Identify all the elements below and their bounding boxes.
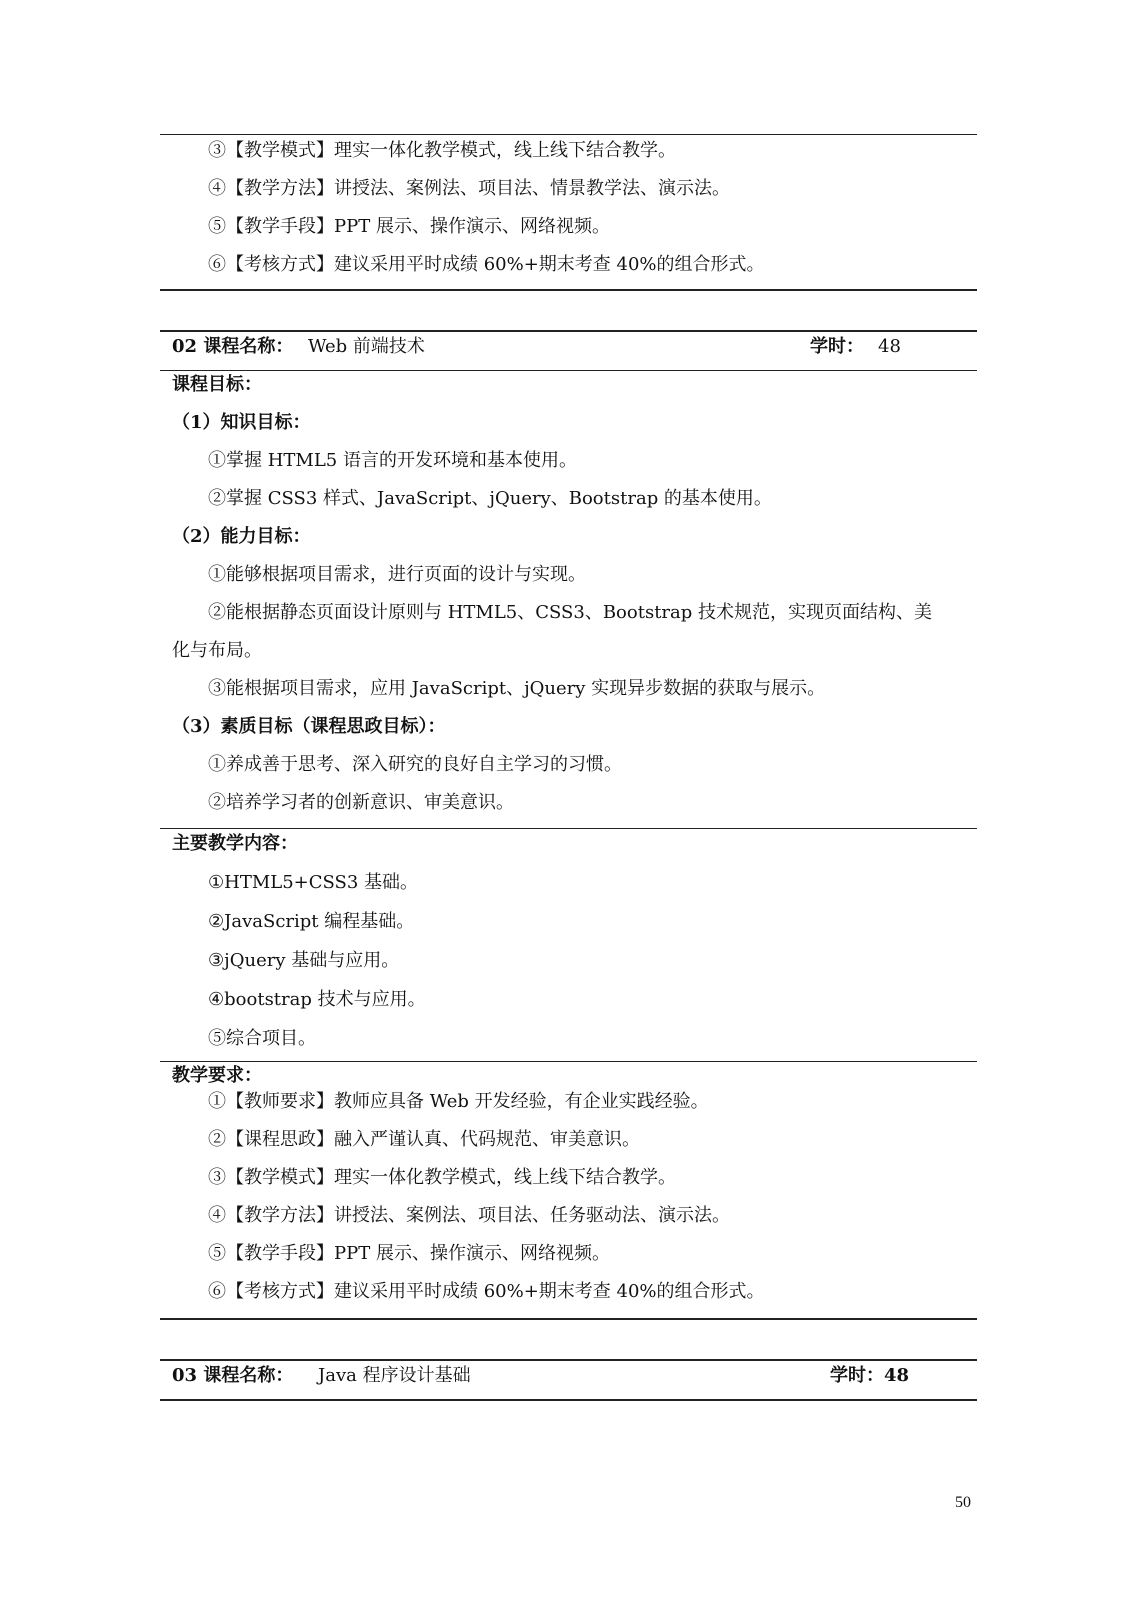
- quality-goals-heading: （3）素质目标（课程思政目标）：: [172, 716, 446, 737]
- course-number-label: 03 课程名称：: [172, 1365, 294, 1386]
- section-bottom-rule: [160, 1318, 977, 1320]
- content-item: ⑤综合项目。: [208, 1028, 316, 1049]
- divider: [160, 1061, 977, 1062]
- requirement-item: ⑤【教学手段】PPT 展示、操作演示、网络视频。: [208, 1243, 610, 1264]
- course-name: Java 程序设计基础: [318, 1365, 471, 1386]
- course-hours: 学时：48: [830, 1365, 910, 1386]
- knowledge-goal-item: ②掌握 CSS3 样式、JavaScript、jQuery、Bootstrap 的基本使用。: [208, 488, 772, 509]
- requirement-item: ③【教学模式】理实一体化教学模式，线上线下结合教学。: [208, 140, 676, 161]
- requirement-item: ④【教学方法】讲授法、案例法、项目法、情景教学法、演示法。: [208, 178, 730, 199]
- course-hours-label: 学时：: [810, 336, 864, 357]
- requirement-item: ⑤【教学手段】PPT 展示、操作演示、网络视频。: [208, 216, 610, 237]
- requirements-heading: 教学要求：: [172, 1065, 262, 1086]
- requirement-item: ⑥【考核方式】建议采用平时成绩 60%+期末考查 40%的组合形式。: [208, 254, 765, 275]
- requirement-item: ①【教师要求】教师应具备 Web 开发经验，有企业实践经验。: [208, 1091, 709, 1112]
- section-bottom-rule: [160, 289, 977, 291]
- course-header-top-rule: [160, 330, 977, 332]
- divider: [160, 828, 977, 829]
- divider: [160, 134, 977, 135]
- knowledge-goals-heading: （1）知识目标：: [172, 412, 311, 433]
- ability-goals-heading: （2）能力目标：: [172, 526, 311, 547]
- content-item: ③jQuery 基础与应用。: [208, 950, 400, 971]
- requirement-item: ②【课程思政】融入严谨认真、代码规范、审美意识。: [208, 1129, 640, 1150]
- content-item: ①HTML5+CSS3 基础。: [208, 872, 419, 893]
- quality-goal-item: ②培养学习者的创新意识、审美意识。: [208, 792, 514, 813]
- content-heading: 主要教学内容：: [172, 833, 298, 854]
- quality-goal-item: ①养成善于思考、深入研究的良好自主学习的习惯。: [208, 754, 622, 775]
- page-number: 50: [955, 1494, 971, 1511]
- ability-goal-item: ①能够根据项目需求，进行页面的设计与实现。: [208, 564, 586, 585]
- requirement-item: ④【教学方法】讲授法、案例法、项目法、任务驱动法、演示法。: [208, 1205, 730, 1226]
- requirement-item: ⑥【考核方式】建议采用平时成绩 60%+期末考查 40%的组合形式。: [208, 1281, 765, 1302]
- content-item: ④bootstrap 技术与应用。: [208, 989, 426, 1010]
- requirement-item: ③【教学模式】理实一体化教学模式，线上线下结合教学。: [208, 1167, 676, 1188]
- ability-goal-item-continued: 化与布局。: [172, 640, 262, 661]
- course-header-top-rule: [160, 1359, 977, 1361]
- content-item: ②JavaScript 编程基础。: [208, 911, 415, 932]
- course-name: Web 前端技术: [308, 336, 425, 357]
- goals-heading: 课程目标：: [172, 374, 262, 395]
- ability-goal-item: ③能根据项目需求，应用 JavaScript、jQuery 实现异步数据的获取与展示。: [208, 678, 826, 699]
- divider: [160, 370, 977, 371]
- ability-goal-item: ②能根据静态页面设计原则与 HTML5、CSS3、Bootstrap 技术规范，实现页面结构、美: [208, 602, 933, 623]
- course-number-label: 02 课程名称：: [172, 336, 294, 357]
- course-hours-value: 48: [878, 336, 901, 357]
- knowledge-goal-item: ①掌握 HTML5 语言的开发环境和基本使用。: [208, 450, 577, 471]
- course-header-bottom-rule: [160, 1399, 977, 1401]
